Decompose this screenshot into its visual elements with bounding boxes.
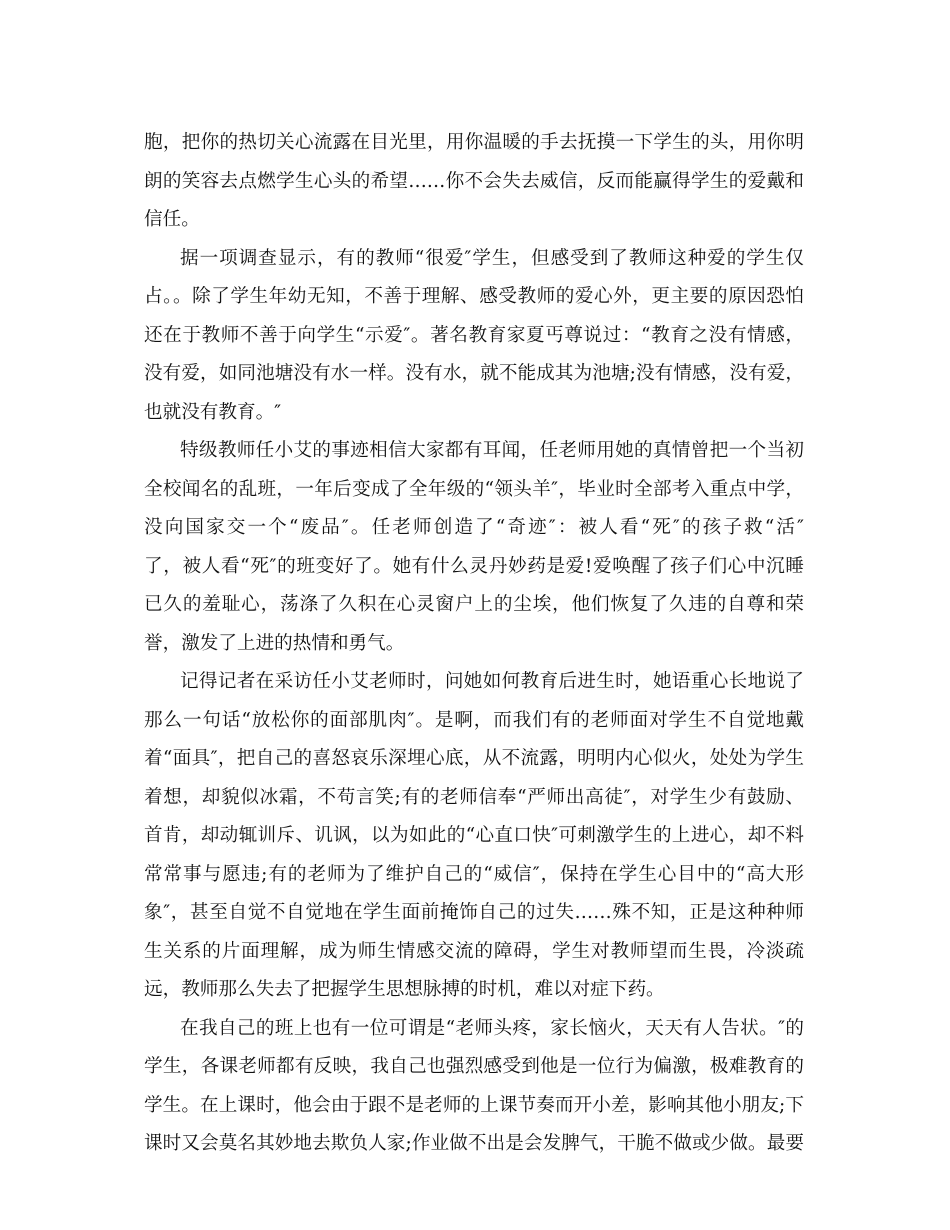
text-line: 还在于教师不善于向学生“示爱″。著名教育家夏丐尊说过：“教育之没有情感，	[144, 324, 804, 346]
text-line: 首肯，却动辄训斥、讥讽，以为如此的“心直口快″可刺激学生的上进心，却不料	[144, 825, 804, 846]
text-line: 誉，激发了上进的热情和勇气。	[144, 632, 405, 654]
text-line: 象″，甚至自觉不自觉地在学生面前掩饰自己的过失……殊不知，正是这种种师	[144, 902, 804, 923]
text-line: 了，被人看“死″的班变好了。她有什么灵丹妙药是爱!爱唤醒了孩子们心中沉睡	[144, 555, 804, 577]
text-line: 着“面具″，把自己的喜怒哀乐深埋心底，从不流露，明明内心似火，处处为学生	[144, 748, 804, 769]
paragraph-start-line: 据一项调查显示，有的教师“很爱″学生，但感受到了教师这种爱的学生仅	[180, 247, 804, 269]
text-line: 远，教师那么失去了把握学生思想脉搏的时机，难以对症下药。	[144, 979, 665, 1000]
text-line: 全校闻名的乱班，一年后变成了全年级的“领头羊″，毕业时全部考入重点中学，	[144, 478, 804, 500]
paragraph-start-line: 记得记者在采访任小艾老师时，问她如何教育后进生时，她语重心长地说了	[180, 671, 804, 692]
text-line: 那么一句话“放松你的面部肌肉″。是啊，而我们有的老师面对学生不自觉地戴	[144, 709, 804, 731]
text-line: 学生，各课老师都有反映，我自己也强烈感受到他是一位行为偏激，极难教育的	[144, 1056, 804, 1077]
text-line: 也就没有教育。″	[144, 401, 282, 423]
text-line: 没有爱，如同池塘没有水一样。没有水，就不能成其为池塘;没有情感，没有爱，	[144, 363, 804, 384]
text-line: 常常事与愿违;有的老师为了维护自己的“威信″，保持在学生心目中的“高大形	[144, 863, 804, 885]
body-text	[144, 124, 804, 1164]
text-line: 生关系的片面理解，成为师生情感交流的障碍，学生对教师望而生畏，冷淡疏	[144, 940, 804, 962]
text-line: 课时又会莫名其妙地去欺负人家;作业做不出是会发脾气，干脆不做或少做。最要	[144, 1133, 804, 1154]
text-line: 占。。除了学生年幼无知，不善于理解、感受教师的爱心外，更主要的原因恐怕	[144, 286, 804, 307]
text-line: 朗的笑容去点燃学生心头的希望……你不会失去威信，反而能赢得学生的爱戴和	[144, 170, 804, 192]
text-line: 已久的羞耻心，荡涤了久积在心灵窗户上的尘埃，他们恢复了久违的自尊和荣	[144, 594, 804, 615]
text-line: 信任。	[144, 209, 200, 230]
text-line: 没向国家交一个“废品″。任老师创造了“奇迹″：被人看“死″的孩子救“活″	[144, 517, 804, 538]
paragraph-start-line: 特级教师任小艾的事迹相信大家都有耳闻，任老师用她的真情曾把一个当初	[180, 440, 804, 461]
text-line: 学生。在上课时，他会由于跟不是老师的上课节奏而开小差，影响其他小朋友;下	[144, 1094, 804, 1116]
text-line: 胞，把你的热切关心流露在目光里，用你温暖的手去抚摸一下学生的头，用你明	[144, 132, 804, 153]
paragraph-start-line: 在我自己的班上也有一位可谓是“老师头疼，家长恼火，天天有人告状。″的	[180, 1017, 804, 1039]
text-line: 着想，却貌似冰霜，不苟言笑;有的老师信奉“严师出高徒″，对学生少有鼓励、	[144, 786, 804, 808]
